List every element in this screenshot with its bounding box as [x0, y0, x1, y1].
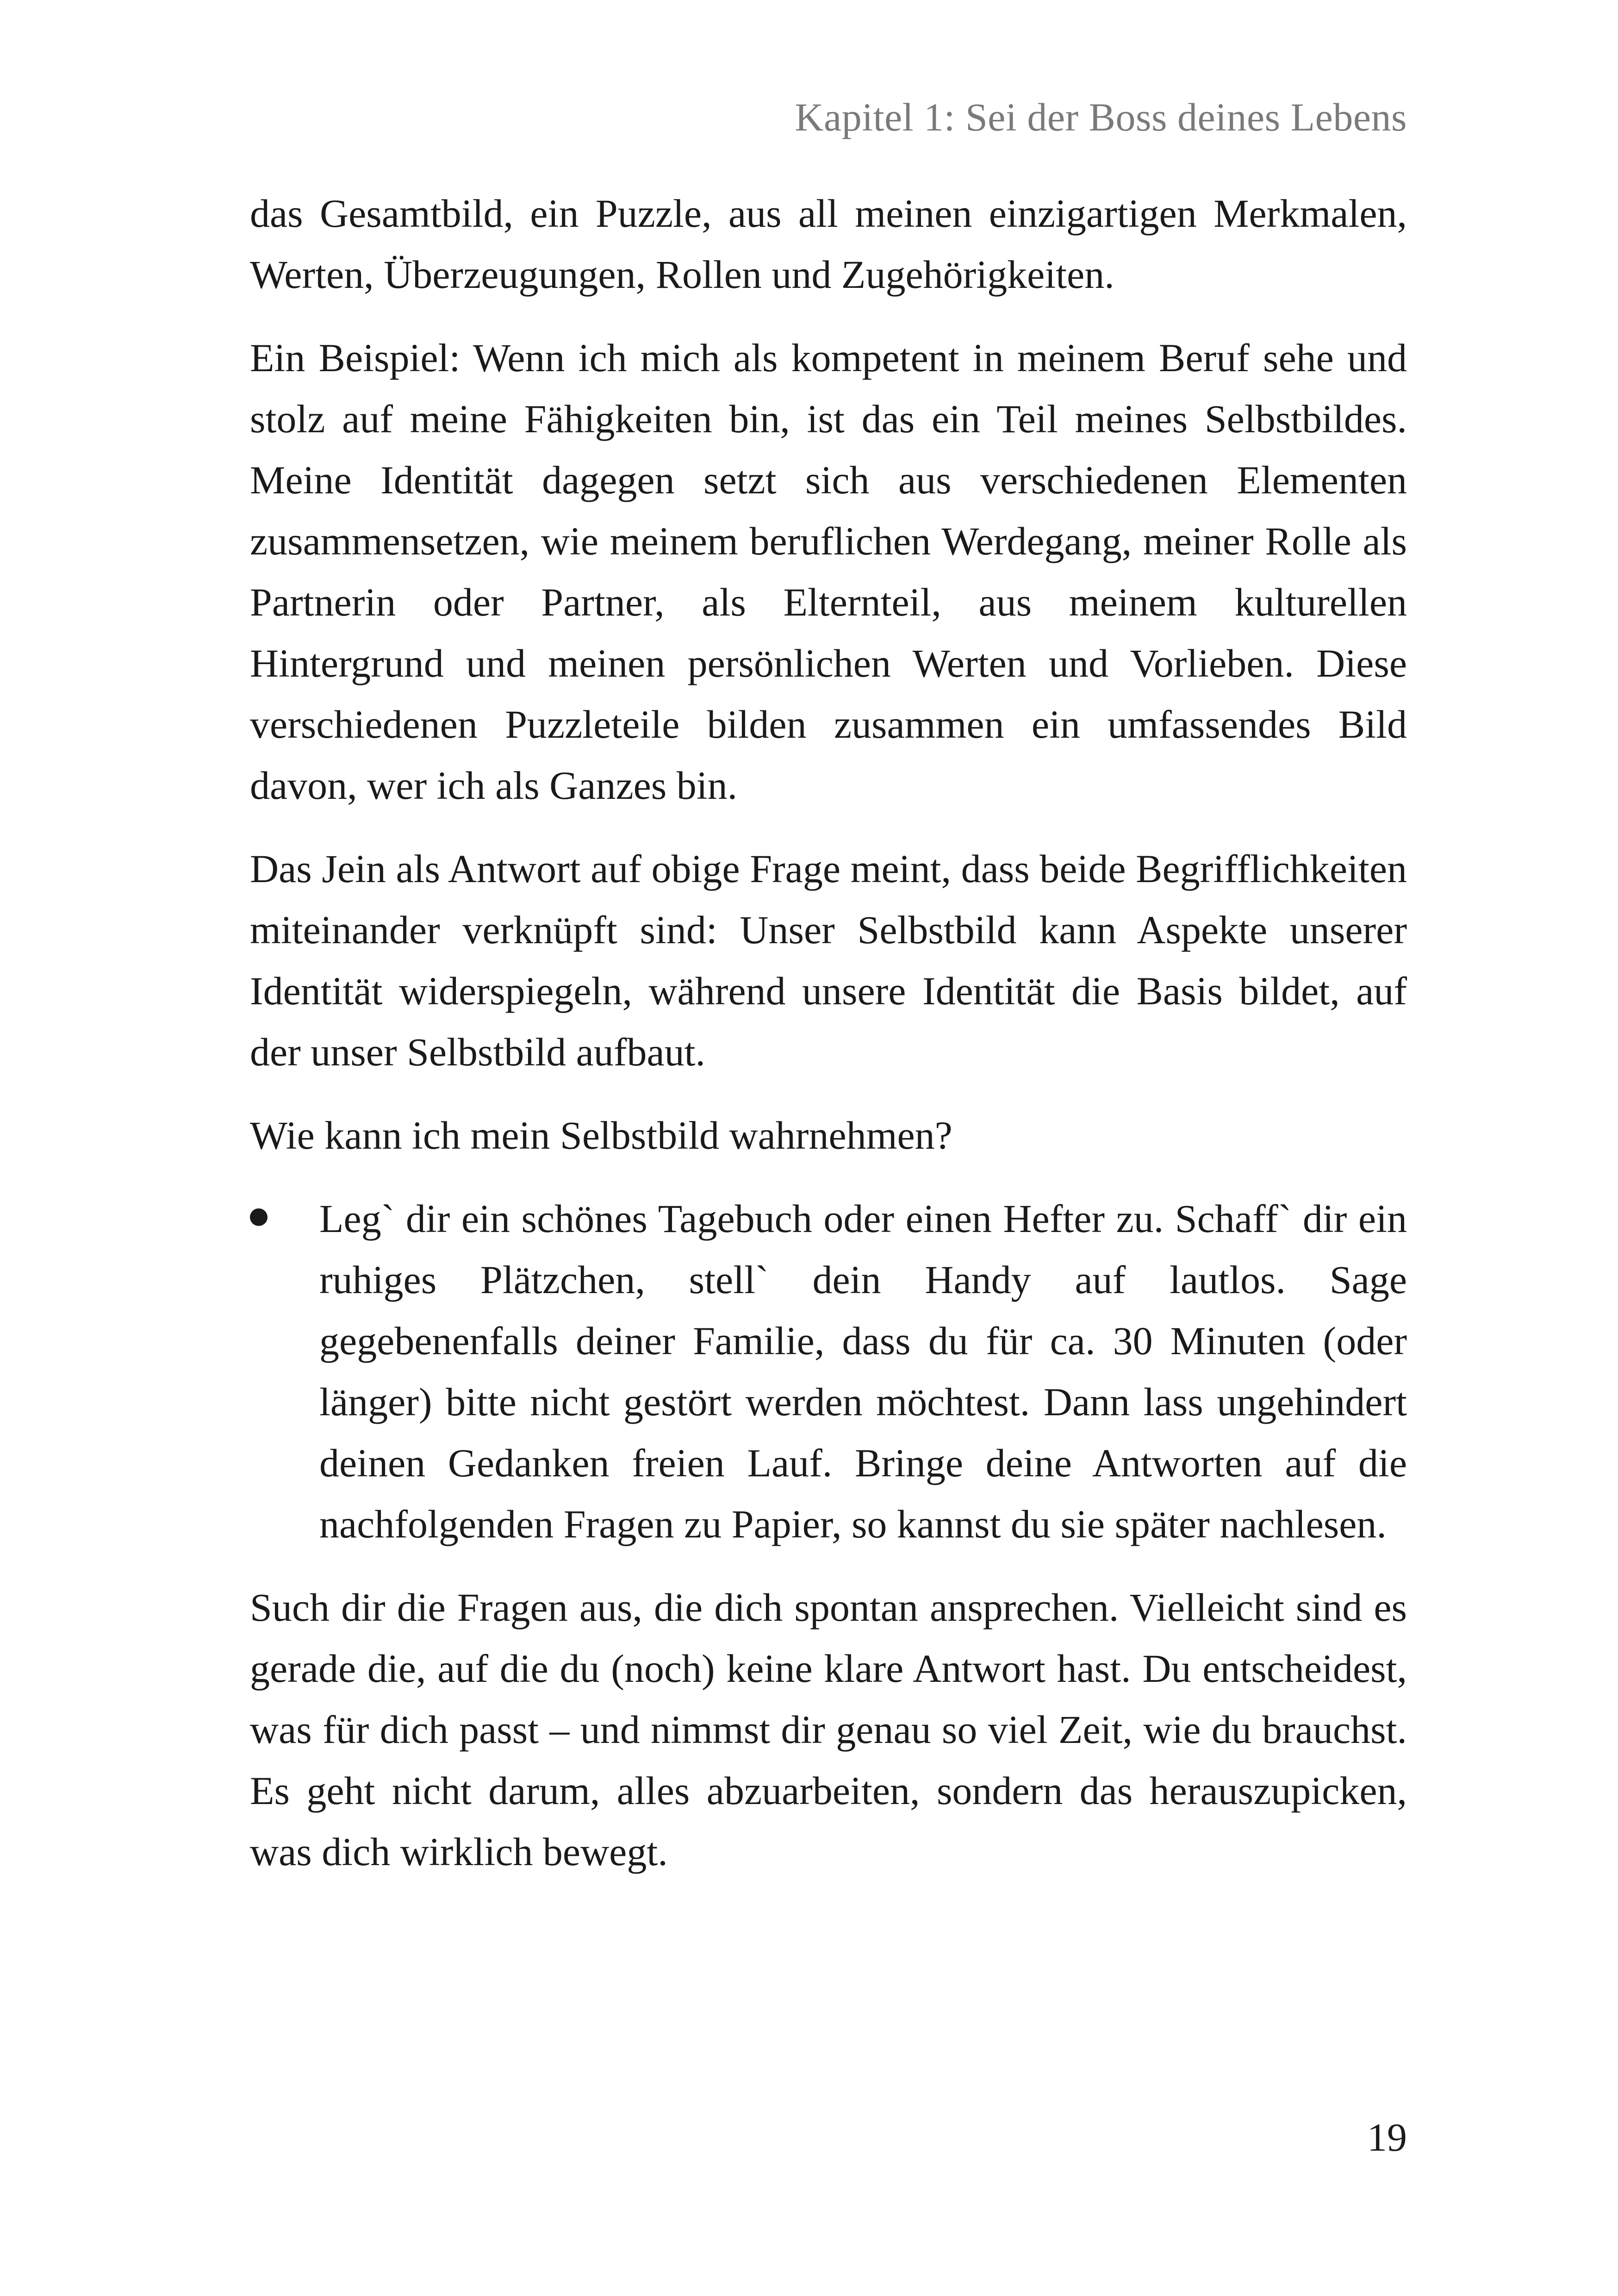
page-number: 19 [1367, 2115, 1407, 2159]
paragraph: Wie kann ich mein Selbstbild wahrnehmen? [250, 1113, 952, 1157]
bullet-icon [250, 1208, 268, 1226]
paragraph: Such dir die Fragen aus, die dich spontan ansprechen. Vielleicht sind es gerade die, auf die du (noch) keine klare Antwort hast. Du entscheidest, was für dich passt – und nimmst dir genau so viel Zeit, wie du brauchst. Es geht nicht darum, alles abzuarbeiten, sondern das herauszupicken, was dich wirklich bewegt. [250, 1585, 1407, 1874]
bullet-text: Leg` dir ein schönes Tagebuch oder einen Hefter zu. Schaff` dir ein ruhiges Plätzchen, stell` dein Handy auf lautlos. Sage gegebenenfalls deiner Familie, dass du für ca. 30 Minuten (oder länger) bitte nicht gestört werden möchtest. Dann lass ungehindert deinen Gedanken freien Lauf. Bringe deine Antworten auf die nachfolgenden Fragen zu Papier, so kannst du sie später nachlesen. [319, 1196, 1407, 1546]
paragraph: Ein Beispiel: Wenn ich mich als kompetent in meinem Beruf sehe und stolz auf meine Fähigkeiten bin, ist das ein Teil meines Selbstbildes. Meine Identität dagegen setzt sich aus verschiedenen Elementen zusammensetzen, wie meinem beruflichen Werdegang, meiner Rolle als Partnerin oder Partner, als Elternteil, aus meinem kulturellen Hintergrund und meinen persönlichen Werten und Vorlieben. Diese verschiedenen Puzzleteile bilden zusammen ein umfassendes Bild davon, wer ich als Ganzes bin. [250, 336, 1407, 808]
bullet-list-item [250, 1188, 1407, 1555]
running-header: Kapitel 1: Sei der Boss deines Lebens [795, 95, 1407, 139]
book-page [250, 0, 1407, 2296]
body-text [250, 183, 1407, 1904]
paragraph: das Gesamtbild, ein Puzzle, aus all meinen einzigartigen Merkmalen, Werten, Überzeugungen, Rollen und Zugehörigkeiten. [250, 191, 1407, 297]
paragraph: Das Jein als Antwort auf obige Frage meint, dass beide Begrifflichkeiten miteinander verknüpft sind: Unser Selbstbild kann Aspekte unserer Identität widerspiegeln, während unsere Identität die Basis bildet, auf der unser Selbstbild aufbaut. [250, 846, 1407, 1074]
